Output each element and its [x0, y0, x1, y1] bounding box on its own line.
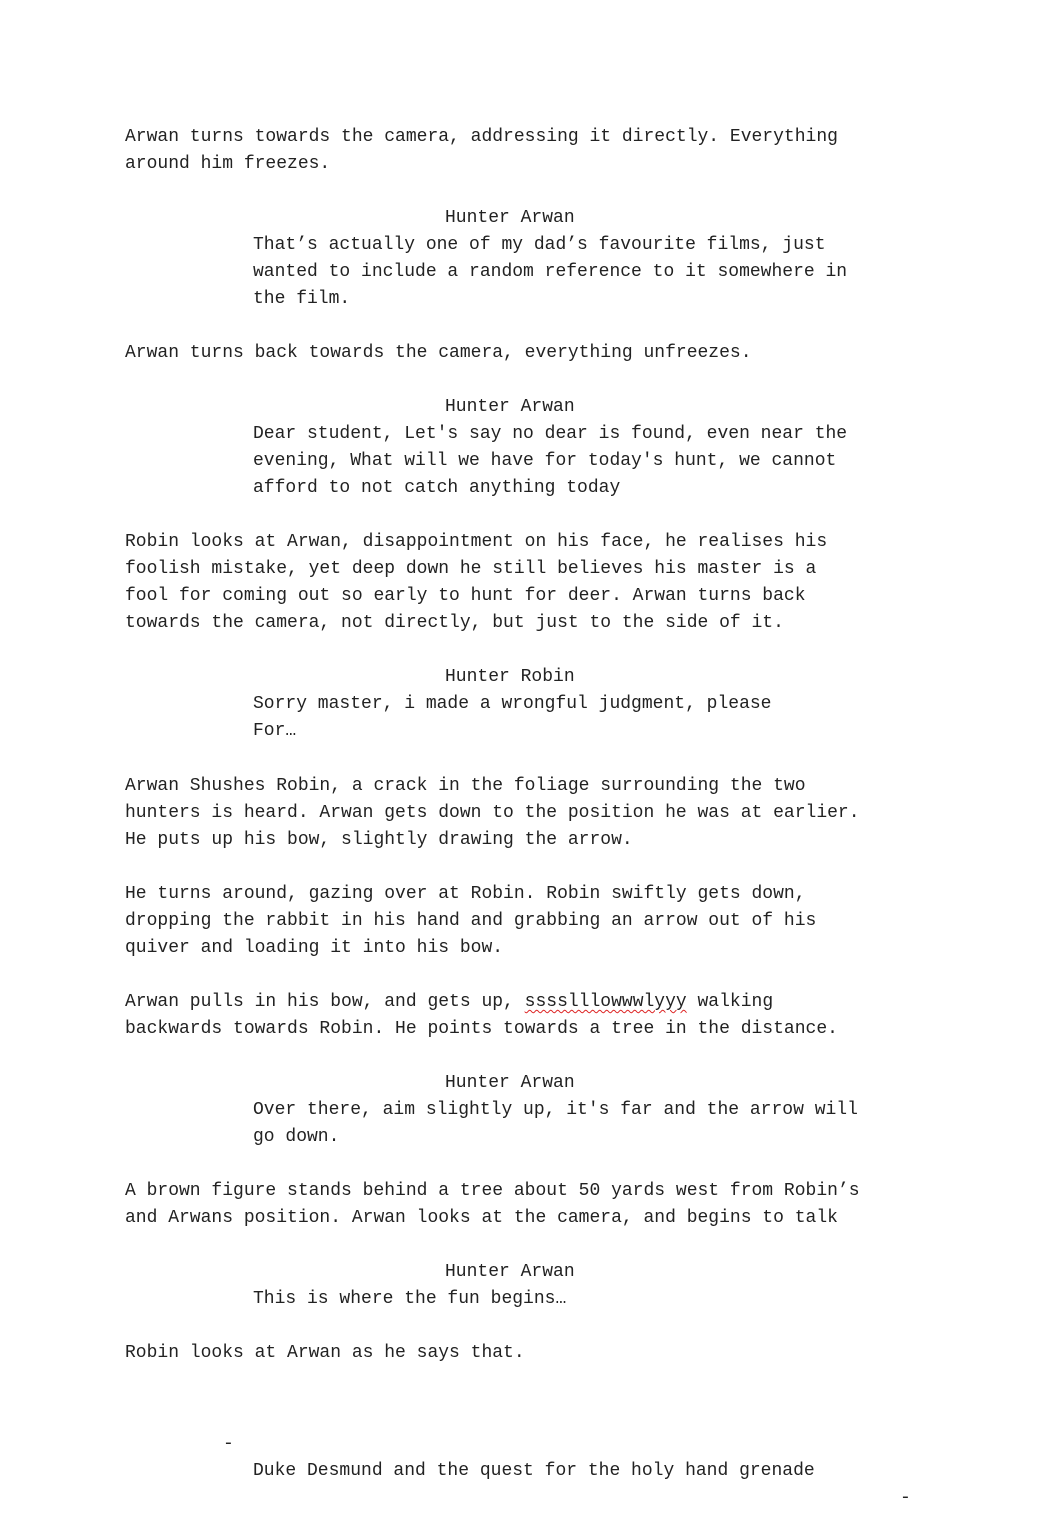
misspelled-word[interactable]: sssslllowwwlyyy [524, 992, 687, 1012]
action-text: Arwan pulls in his bow, and gets up, [125, 992, 525, 1012]
footer-title: Duke Desmund and the quest for the holy hand grenade [253, 1461, 815, 1481]
dialogue-line: the film. [253, 289, 351, 309]
action-line [125, 989, 773, 1016]
action-line: around him freezes. [125, 154, 331, 174]
action-line: Robin looks at Arwan as he says that. [125, 1343, 525, 1363]
action-line: Arwan turns back towards the camera, everything unfreezes. [125, 343, 752, 363]
action-line: towards the camera, not directly, but just to the side of it. [125, 613, 784, 633]
action-line: backwards towards Robin. He points towards a tree in the distance. [125, 1019, 838, 1039]
footer-dash-right: - [900, 1488, 911, 1508]
action-line: Arwan Shushes Robin, a crack in the foliage surrounding the two [125, 776, 806, 796]
dialogue-line: afford to not catch anything today [253, 478, 621, 498]
action-line: dropping the rabbit in his hand and grabbing an arrow out of his [125, 911, 817, 931]
action-line: and Arwans position. Arwan looks at the camera, and begins to talk [125, 1208, 838, 1228]
dialogue-line: Over there, aim slightly up, it's far and the arrow will [253, 1100, 858, 1120]
character-name: Hunter Arwan [445, 1262, 575, 1282]
action-line: foolish mistake, yet deep down he still believes his master is a [125, 559, 817, 579]
dialogue-line: go down. [253, 1127, 340, 1147]
character-name: Hunter Arwan [445, 208, 575, 228]
dialogue-line: Sorry master, i made a wrongful judgment, please [253, 694, 772, 714]
action-line: A brown figure stands behind a tree about 50 yards west from Robin’s [125, 1181, 860, 1201]
action-line: He turns around, gazing over at Robin. Robin swiftly gets down, [125, 884, 806, 904]
character-name: Hunter Arwan [445, 1073, 575, 1093]
action-line: Arwan turns towards the camera, addressing it directly. Everything [125, 127, 838, 147]
footer-dash-left: - [223, 1434, 234, 1454]
dialogue-line: Dear student, Let's say no dear is found, even near the [253, 424, 848, 444]
character-name: Hunter Arwan [445, 397, 575, 417]
character-name: Hunter Robin [445, 667, 575, 687]
dialogue-line: That’s actually one of my dad’s favourite films, just [253, 235, 826, 255]
dialogue-line: This is where the fun begins… [253, 1289, 567, 1309]
action-line: Robin looks at Arwan, disappointment on his face, he realises his [125, 532, 828, 552]
dialogue-line: For… [253, 721, 297, 741]
action-line: He puts up his bow, slightly drawing the arrow. [125, 830, 633, 850]
footer-title-line [220, 1404, 920, 1508]
dialogue-line: wanted to include a random reference to it somewhere in [253, 262, 848, 282]
action-line: quiver and loading it into his bow. [125, 938, 504, 958]
action-line: hunters is heard. Arwan gets down to the position he was at earlier. [125, 803, 860, 823]
action-line: fool for coming out so early to hunt for deer. Arwan turns back [125, 586, 806, 606]
action-text: walking [686, 992, 774, 1012]
dialogue-line: evening, What will we have for today's hunt, we cannot [253, 451, 837, 471]
